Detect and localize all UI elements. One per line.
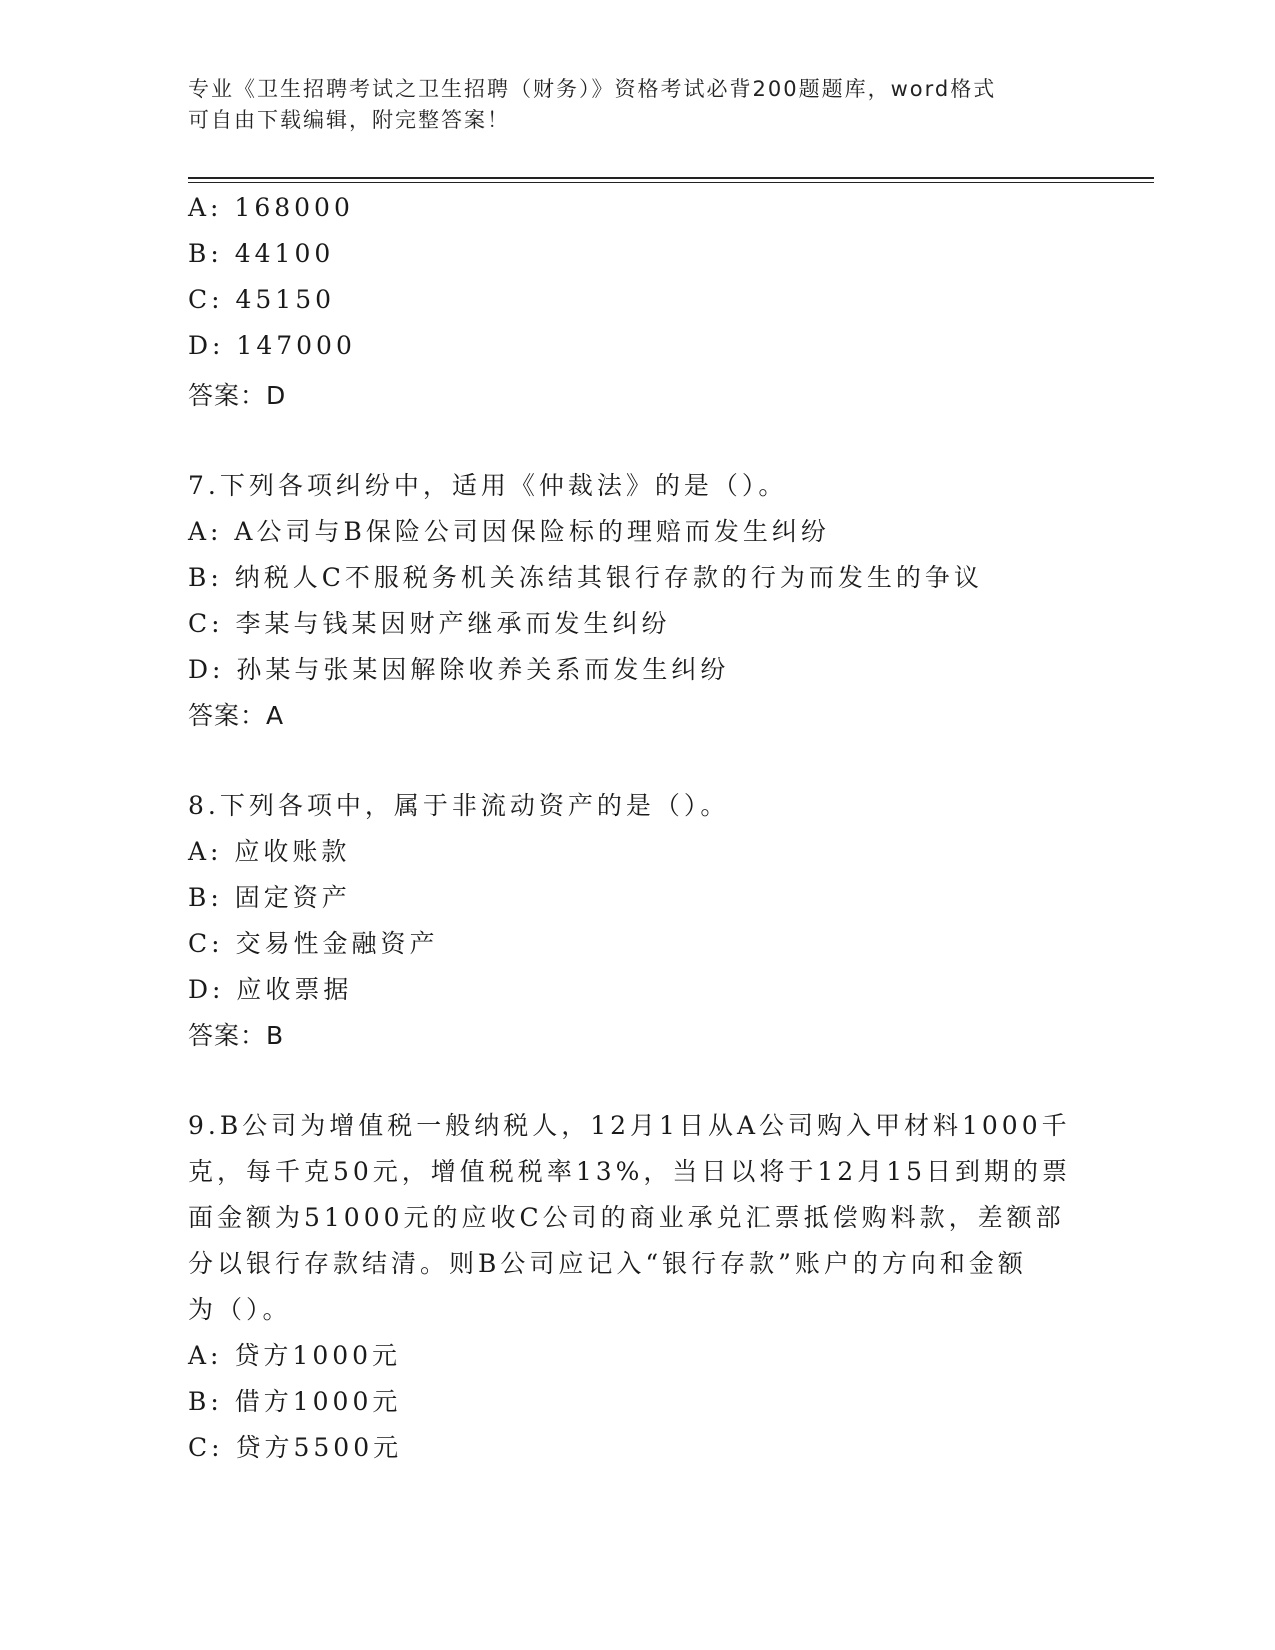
q7-option-b: B: 纳税人C不服税务机关冻结其银行存款的行为而发生的争议	[188, 563, 983, 592]
q7-option-a: A: A公司与B保险公司因保险标的理赔而发生纠纷	[188, 517, 830, 546]
q8-answer: 答案：B	[188, 1021, 285, 1050]
q6-answer: 答案：D	[188, 381, 287, 410]
q7-stem: 7.下列各项纠纷中，适用《仲裁法》的是（）。	[188, 471, 788, 500]
q7-option-c: C: 李某与钱某因财产继承而发生纠纷	[188, 609, 671, 638]
header-line-2: 可自由下载编辑，附完整答案！	[188, 108, 510, 132]
q6-option-c: C: 45150	[188, 285, 336, 314]
header-divider-thick	[188, 177, 1154, 179]
q6-option-b: B: 44100	[188, 239, 335, 268]
q8-option-b: B: 固定资产	[188, 883, 351, 912]
header-divider-thin	[188, 182, 1154, 183]
q9-stem-line-1: 9.B公司为增值税一般纳税人，12月1日从A公司购入甲材料1000千	[188, 1111, 1071, 1140]
q9-stem-line-2: 克，每千克50元，增值税税率13%，当日以将于12月15日到期的票	[188, 1157, 1072, 1186]
q8-option-c: C: 交易性金融资产	[188, 929, 439, 958]
q8-stem: 8.下列各项中，属于非流动资产的是（）。	[188, 791, 730, 820]
q8-option-d: D: 应收票据	[188, 975, 353, 1004]
q9-stem-line-3: 面金额为51000元的应收C公司的商业承兑汇票抵偿购料款，差额部	[188, 1203, 1065, 1232]
q8-option-a: A: 应收账款	[188, 837, 351, 866]
q9-option-c: C: 贷方5500元	[188, 1433, 403, 1462]
header-line-1: 专业《卫生招聘考试之卫生招聘（财务）》资格考试必背200题题库，word格式	[188, 77, 997, 101]
document-header	[188, 74, 1088, 136]
q7-answer: 答案：A	[188, 701, 285, 730]
q9-stem-line-4: 分以银行存款结清。则B公司应记入“银行存款”账户的方向和金额	[188, 1249, 1027, 1278]
q9-option-b: B: 借方1000元	[188, 1387, 402, 1416]
q9-option-a: A: 贷方1000元	[188, 1341, 402, 1370]
q6-option-d: D: 147000	[188, 331, 356, 360]
q6-option-a: A: 168000	[188, 193, 354, 222]
q7-option-d: D: 孙某与张某因解除收养关系而发生纠纷	[188, 655, 730, 684]
q9-stem-line-5: 为（）。	[188, 1295, 292, 1324]
